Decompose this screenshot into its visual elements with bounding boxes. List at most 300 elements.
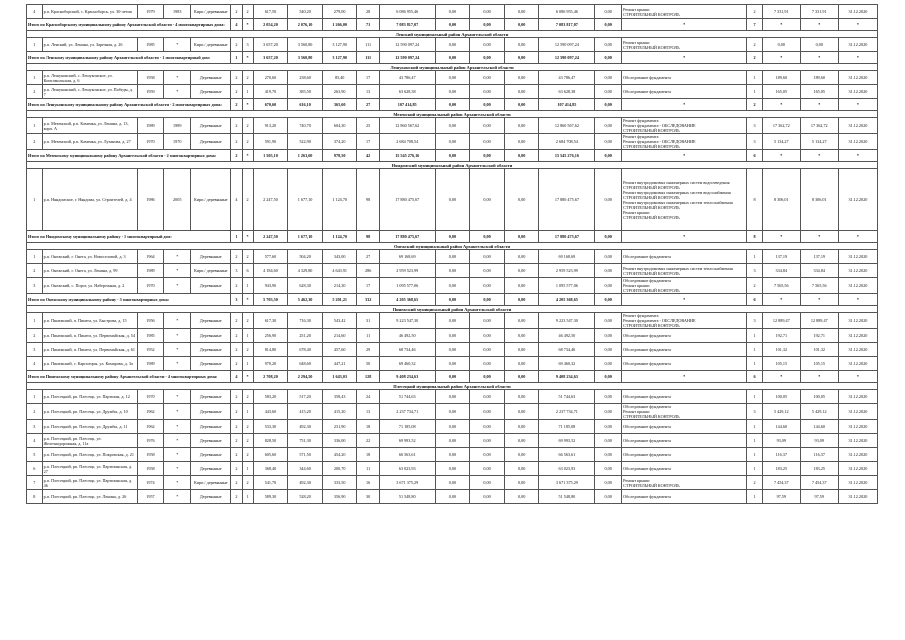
- total-cell: 0,00: [435, 294, 470, 306]
- district-total-row: [27, 371, 878, 383]
- table-cell: 66 563,61: [379, 448, 435, 462]
- table-cell: 0,00: [470, 71, 505, 85]
- total-cell: *: [800, 99, 838, 111]
- table-row: [27, 71, 878, 85]
- table-cell: 24: [357, 390, 379, 404]
- total-cell: 0,00: [470, 150, 505, 162]
- work-type-cell: Обследование фундамента: [622, 490, 747, 504]
- table-cell: р.п. Плесецкий, рп. Плесецк, ул. Дружбы, д. 10: [42, 404, 137, 420]
- table-cell: 447,21: [322, 357, 357, 371]
- table-cell: 2: [231, 250, 242, 264]
- table-cell: 2: [747, 38, 763, 52]
- table-cell: 97,59: [762, 490, 800, 504]
- total-cell: 7 083 817,07: [379, 19, 435, 31]
- table-cell: 1985: [137, 329, 164, 343]
- table-cell: 4: [27, 357, 43, 371]
- table-cell: р.п. Онежский, г. Онега, ул. Новоселовой, д. 3: [42, 250, 137, 264]
- district-title: Онежский муниципальный район Архангельской области: [27, 243, 878, 250]
- table-cell: 11: [357, 329, 379, 343]
- work-type-cell: Ремонт внутридомовых инженерных систем теплоснабжения СТРОИТЕЛЬНЫЙ КОНТРОЛЬ: [622, 264, 747, 278]
- work-type-cell: Обследование фундамента: [622, 390, 747, 404]
- total-cell: *: [622, 231, 747, 243]
- table-cell: 492,30: [288, 476, 323, 490]
- table-cell: 1989: [137, 357, 164, 371]
- table-cell: 1: [747, 448, 763, 462]
- table-row: [27, 357, 878, 371]
- work-type-cell: Ремонт внутридомовых инженерных систем водоотведения СТРОИТЕЛЬНЫЙ КОНТРОЛЬ Ремонт внутридомовых инженерных систем водоснабжения СТРОИТЕЛЬНЫЙ КОНТРОЛЬ Ремонт внутридомовых инженерных систем теплоснабжения СТРОИТЕЛЬНЫЙ КОНТРОЛЬ Ремонт крыши СТРОИТЕЛЬНЫЙ КОНТРОЛЬ: [622, 169, 747, 231]
- table-cell: 0,00: [435, 434, 470, 448]
- total-label: Итого по Красноборскому муниципальному району Архангельской области - 4 многоквартирных дома:: [27, 19, 231, 31]
- table-row: [27, 278, 878, 294]
- table-cell: Деревянные: [191, 390, 231, 404]
- table-cell: 2: [242, 476, 253, 490]
- table-row: [27, 250, 878, 264]
- table-cell: р.п. Пинежский, с. Карпогоры, ул. Комарова, д. 3а: [42, 357, 137, 371]
- table-cell: 814,80: [253, 343, 288, 357]
- table-cell: 1: [747, 250, 763, 264]
- table-cell: 3: [231, 264, 242, 278]
- table-cell: р.п. Онежский, г. Онега, ул. Ленина, д. 99: [42, 264, 137, 278]
- table-cell: 828,50: [253, 434, 288, 448]
- table-cell: 144,60: [800, 420, 838, 434]
- table-cell: Деревянные: [191, 448, 231, 462]
- total-cell: 0,00: [435, 231, 470, 243]
- table-cell: 7: [27, 476, 43, 490]
- table-row: [27, 476, 878, 490]
- table-cell: 2: [231, 5, 242, 19]
- work-type-cell: Обследование фундамента: [622, 448, 747, 462]
- table-cell: 1: [242, 329, 253, 343]
- table-cell: 31.12.2020: [838, 329, 877, 343]
- table-cell: 1: [747, 490, 763, 504]
- table-row: [27, 404, 878, 420]
- table-cell: 457,60: [322, 343, 357, 357]
- table-cell: 2 684 708,54: [539, 134, 595, 150]
- total-cell: 0,00: [504, 52, 539, 64]
- table-cell: 22: [357, 434, 379, 448]
- table-row: [27, 118, 878, 134]
- table-cell: 2: [242, 5, 253, 19]
- table-cell: Деревянные: [191, 434, 231, 448]
- table-cell: 0,00: [470, 134, 505, 150]
- table-cell: 165,05: [800, 85, 838, 99]
- total-cell: *: [762, 231, 800, 243]
- total-cell: 8: [747, 231, 763, 243]
- table-cell: 1: [27, 118, 43, 134]
- table-cell: 2: [747, 5, 763, 19]
- table-cell: Деревянные: [191, 278, 231, 294]
- table-cell: 116,37: [762, 448, 800, 462]
- table-cell: 1: [27, 71, 43, 85]
- total-cell: *: [800, 52, 838, 64]
- table-cell: 98: [357, 169, 379, 231]
- table-cell: 270,60: [253, 71, 288, 85]
- table-row: [27, 448, 878, 462]
- district-title: Мезенский муниципальный район Архангельской области: [27, 111, 878, 118]
- table-cell: 0,00: [595, 390, 622, 404]
- total-cell: 0,00: [435, 19, 470, 31]
- table-row: [27, 313, 878, 329]
- table-cell: 0,00: [470, 313, 505, 329]
- table-cell: 0,00: [504, 5, 539, 19]
- table-cell: 3: [27, 343, 43, 357]
- table-cell: 2: [231, 476, 242, 490]
- table-cell: 1 677,10: [288, 169, 323, 231]
- table-cell: 3 671 375,29: [379, 476, 435, 490]
- table-cell: р.п. Плесецкий, рп. Плесецк, ул. Дружбы, д. 11: [42, 420, 137, 434]
- table-cell: Деревянные: [191, 250, 231, 264]
- total-cell: 5 705,50: [253, 294, 288, 306]
- table-cell: *: [164, 420, 191, 434]
- table-cell: 43 786,47: [539, 71, 595, 85]
- table-cell: 2: [231, 85, 242, 99]
- total-cell: 71: [357, 19, 379, 31]
- table-cell: 17 362,72: [800, 118, 838, 134]
- table-cell: 0,00: [435, 404, 470, 420]
- table-cell: 0,00: [595, 264, 622, 278]
- table-cell: 454,20: [322, 448, 357, 462]
- table-cell: 2: [231, 404, 242, 420]
- total-cell: 3: [231, 294, 242, 306]
- table-cell: р.п. Лешуконский, с. Лешуконское, ул. Победы, д. 7: [42, 85, 137, 99]
- table-cell: 522,90: [288, 134, 323, 150]
- table-cell: 31.12.2020: [838, 313, 877, 329]
- total-cell: *: [622, 99, 747, 111]
- table-cell: 18: [357, 420, 379, 434]
- total-cell: 1 124,70: [322, 231, 357, 243]
- table-cell: 4: [27, 434, 43, 448]
- table-cell: 31.12.2020: [838, 448, 877, 462]
- table-cell: 1 095 577,06: [539, 278, 595, 294]
- table-cell: 69 460,32: [539, 357, 595, 371]
- table-cell: 18: [357, 448, 379, 462]
- table-cell: 31.12.2020: [838, 343, 877, 357]
- table-cell: 31.12.2020: [838, 420, 877, 434]
- table-cell: 6 086 955,46: [539, 5, 595, 19]
- table-cell: 66 563,61: [539, 448, 595, 462]
- table-cell: *: [164, 357, 191, 371]
- table-cell: 5 134,27: [800, 134, 838, 150]
- table-cell: 541,70: [253, 476, 288, 490]
- table-cell: 2 684 708,54: [379, 134, 435, 150]
- table-cell: 3: [747, 404, 763, 420]
- table-cell: 716,30: [288, 313, 323, 329]
- table-cell: 1959: [137, 85, 164, 99]
- table-cell: 0,00: [435, 329, 470, 343]
- table-cell: 4 643,91: [322, 264, 357, 278]
- table-cell: 0,00: [435, 250, 470, 264]
- total-cell: 7: [747, 19, 763, 31]
- table-cell: 6: [242, 264, 253, 278]
- table-cell: 751,30: [288, 434, 323, 448]
- table-cell: 1962: [137, 404, 164, 420]
- table-cell: 528,20: [288, 490, 323, 504]
- table-cell: 2: [231, 343, 242, 357]
- table-cell: 0,00: [470, 329, 505, 343]
- table-cell: 189,60: [800, 71, 838, 85]
- total-cell: 670,60: [253, 99, 288, 111]
- table-cell: 1: [747, 71, 763, 85]
- table-cell: 1976: [137, 434, 164, 448]
- district-title: Ленский муниципальный район Архангельской области: [27, 31, 878, 38]
- table-cell: 17 362,72: [762, 118, 800, 134]
- table-row: [27, 343, 878, 357]
- table-cell: 68 734,46: [539, 343, 595, 357]
- total-cell: 332: [357, 294, 379, 306]
- table-cell: 192,71: [800, 329, 838, 343]
- table-cell: 29: [357, 343, 379, 357]
- table-cell: 0,00: [595, 169, 622, 231]
- table-cell: 0,00: [435, 264, 470, 278]
- table-cell: 0,00: [595, 357, 622, 371]
- table-row: [27, 490, 878, 504]
- table-cell: р.п. Няндомское, г. Няндома, ул. Строителей, д. 4: [42, 169, 137, 231]
- total-cell: *: [242, 231, 253, 243]
- table-cell: 0,00: [595, 5, 622, 19]
- table-cell: 577,60: [253, 250, 288, 264]
- table-cell: 970,20: [253, 357, 288, 371]
- table-cell: р.п. Красноборский, с. Красноборск, ул. 30-летия: [42, 5, 137, 19]
- table-cell: 0,00: [504, 357, 539, 371]
- table-cell: 0,00: [762, 38, 800, 52]
- table-cell: 46 492,50: [539, 329, 595, 343]
- table-cell: 0,00: [435, 169, 470, 231]
- table-cell: 0,00: [504, 264, 539, 278]
- table-cell: 2: [242, 71, 253, 85]
- total-cell: 2 708,20: [253, 371, 288, 383]
- table-cell: 30: [357, 490, 379, 504]
- total-cell: 3 127,90: [322, 52, 357, 64]
- table-cell: 0,00: [470, 404, 505, 420]
- table-cell: 3: [747, 313, 763, 329]
- table-cell: 71 185,08: [379, 420, 435, 434]
- table-cell: 492,30: [288, 420, 323, 434]
- table-cell: 419,70: [253, 85, 288, 99]
- table-cell: Деревянные: [191, 404, 231, 420]
- total-cell: *: [622, 19, 747, 31]
- total-cell: *: [762, 294, 800, 306]
- table-cell: 1989: [164, 118, 191, 134]
- table-cell: 31.12.2020: [838, 71, 877, 85]
- table-cell: 2: [231, 278, 242, 294]
- table-cell: 0,00: [504, 313, 539, 329]
- table-cell: 31.12.2020: [838, 85, 877, 99]
- table-cell: Кирп./ деревянные: [191, 264, 231, 278]
- total-cell: *: [800, 231, 838, 243]
- table-cell: 31.12.2020: [838, 264, 877, 278]
- table-cell: 589,30: [253, 490, 288, 504]
- table-cell: 1: [242, 490, 253, 504]
- table-cell: 1: [242, 462, 253, 476]
- table-cell: 31.12.2020: [838, 250, 877, 264]
- table-cell: 2: [242, 118, 253, 134]
- table-cell: 68 734,46: [379, 343, 435, 357]
- table-cell: 368,40: [253, 462, 288, 476]
- table-cell: 12 590 097,24: [379, 38, 435, 52]
- total-cell: *: [838, 19, 877, 31]
- table-cell: 263,90: [322, 85, 357, 99]
- table-cell: 13: [357, 85, 379, 99]
- table-cell: 0,00: [504, 448, 539, 462]
- total-cell: *: [762, 150, 800, 162]
- table-cell: 2: [231, 462, 242, 476]
- total-cell: 12 590 097,24: [539, 52, 595, 64]
- table-cell: 189,60: [762, 71, 800, 85]
- table-cell: 4 184,60: [253, 264, 288, 278]
- table-cell: 1: [27, 390, 43, 404]
- table-cell: 2: [747, 476, 763, 490]
- table-cell: *: [164, 85, 191, 99]
- total-cell: 0,00: [595, 371, 622, 383]
- total-cell: 3 657,20: [253, 52, 288, 64]
- table-cell: 8 306,01: [762, 169, 800, 231]
- table-cell: 1958: [137, 462, 164, 476]
- table-row: [27, 85, 878, 99]
- table-cell: 0,00: [435, 85, 470, 99]
- table-cell: 16: [357, 476, 379, 490]
- work-type-cell: Ремонт крыши СТРОИТЕЛЬНЫЙ КОНТРОЛЬ: [622, 5, 747, 19]
- total-cell: 1 677,10: [288, 231, 323, 243]
- total-cell: *: [838, 150, 877, 162]
- table-cell: *: [164, 38, 191, 52]
- district-header-row: [27, 111, 878, 118]
- total-cell: 2: [231, 150, 242, 162]
- table-cell: 0,00: [435, 462, 470, 476]
- total-cell: 2: [747, 99, 763, 111]
- table-cell: 583,20: [253, 390, 288, 404]
- work-type-cell: Ремонт фундамента Ремонт фундамента - ОБСЛЕДОВАНИЕ СТРОИТЕЛЬНЫЙ КОНТРОЛЬ: [622, 313, 747, 329]
- table-cell: 2: [231, 420, 242, 434]
- table-cell: 0,00: [595, 404, 622, 420]
- table-cell: 517,20: [288, 390, 323, 404]
- total-cell: *: [622, 150, 747, 162]
- total-cell: 5 462,30: [288, 294, 323, 306]
- table-cell: 9 223 547,30: [539, 313, 595, 329]
- table-cell: 31.12.2020: [838, 5, 877, 19]
- table-cell: 214,30: [322, 278, 357, 294]
- table-cell: 1957: [137, 490, 164, 504]
- table-cell: 31.12.2020: [838, 38, 877, 52]
- table-row: [27, 329, 878, 343]
- table-cell: 3: [27, 278, 43, 294]
- total-cell: 0,00: [435, 371, 470, 383]
- table-cell: р.п. Плесецкий, рп. Плесецк, ул. Железнодорожная, д. 11а: [42, 434, 137, 448]
- table-cell: 0,00: [595, 134, 622, 150]
- table-body: [27, 5, 878, 504]
- table-cell: Кирп./ деревянные: [191, 38, 231, 52]
- total-cell: *: [762, 99, 800, 111]
- table-cell: 0,00: [470, 264, 505, 278]
- table-cell: 1: [242, 357, 253, 371]
- table-cell: 69 993,52: [539, 434, 595, 448]
- table-cell: 1985: [137, 38, 164, 52]
- total-cell: 0,00: [470, 99, 505, 111]
- total-cell: 0,00: [595, 231, 622, 243]
- total-cell: 1 643,03: [322, 371, 357, 383]
- table-cell: 3 560,80: [288, 38, 323, 52]
- table-cell: 0,00: [504, 71, 539, 85]
- table-cell: 1986: [137, 169, 164, 231]
- total-cell: 4: [231, 19, 242, 31]
- table-cell: 2: [231, 390, 242, 404]
- table-cell: 0,00: [595, 118, 622, 134]
- table-cell: 31.12.2020: [838, 169, 877, 231]
- table-cell: *: [164, 264, 191, 278]
- table-cell: 2: [242, 343, 253, 357]
- table-cell: Деревянные: [191, 85, 231, 99]
- table-cell: 12 889,47: [762, 313, 800, 329]
- total-label: Итого по Лешуконскому муниципальному району Архангельской области - 2 многоквартирных дома:: [27, 99, 231, 111]
- table-cell: 7 331,91: [800, 5, 838, 19]
- total-cell: *: [800, 150, 838, 162]
- table-cell: 3: [747, 134, 763, 150]
- table-cell: Кирп./ деревянные: [191, 5, 231, 19]
- total-cell: *: [622, 294, 747, 306]
- table-cell: 3: [242, 38, 253, 52]
- total-cell: 42: [357, 150, 379, 162]
- capital-repair-table: [26, 4, 878, 504]
- table-cell: 2 247,50: [253, 169, 288, 231]
- work-type-cell: Ремонт фундамента Ремонт фундамента - ОБСЛЕДОВАНИЕ СТРОИТЕЛЬНЫЙ КОНТРОЛЬ: [622, 118, 747, 134]
- table-cell: 333,50: [322, 476, 357, 490]
- table-cell: р.п. Ленский, ул. Ленина, ул. Заречная, д. 26: [42, 38, 137, 52]
- table-cell: 740,70: [288, 118, 323, 134]
- table-cell: 71 185,08: [539, 420, 595, 434]
- table-cell: 1 095 577,06: [379, 278, 435, 294]
- table-cell: 0,00: [504, 343, 539, 357]
- table-cell: 0,00: [435, 343, 470, 357]
- table-cell: 0,00: [470, 278, 505, 294]
- table-cell: 1989: [137, 264, 164, 278]
- total-cell: 111: [357, 52, 379, 64]
- total-cell: 0,00: [504, 19, 539, 31]
- total-label: Итого по Пинежскому муниципальному району Архангельской области - 4 многоквартирных дома:: [27, 371, 231, 383]
- table-cell: 6: [27, 462, 43, 476]
- table-cell: 105,15: [800, 357, 838, 371]
- table-cell: 0,00: [595, 448, 622, 462]
- table-cell: 0,00: [470, 38, 505, 52]
- total-cell: 6: [747, 294, 763, 306]
- table-cell: 0,00: [595, 250, 622, 264]
- table-cell: 31.12.2020: [838, 118, 877, 134]
- table-cell: 9 223 547,30: [379, 313, 435, 329]
- table-cell: 533,30: [253, 420, 288, 434]
- total-cell: 0,00: [470, 52, 505, 64]
- table-cell: 2: [27, 85, 43, 99]
- total-cell: *: [762, 52, 800, 64]
- total-cell: 0,00: [595, 99, 622, 111]
- table-cell: *: [164, 390, 191, 404]
- table-cell: 51 744,63: [539, 390, 595, 404]
- table-cell: 100,05: [762, 390, 800, 404]
- total-cell: 0,00: [595, 150, 622, 162]
- table-cell: 1958: [137, 71, 164, 85]
- total-cell: 0,00: [470, 19, 505, 31]
- table-cell: 286: [357, 264, 379, 278]
- table-cell: 0,00: [595, 313, 622, 329]
- table-cell: 374,20: [322, 134, 357, 150]
- table-cell: 1983: [164, 5, 191, 19]
- table-cell: р.п. Мезенский, р.п. Каменка, ул. Лузанова, д. 27: [42, 134, 137, 150]
- table-cell: 111: [357, 38, 379, 52]
- table-cell: 1952: [137, 343, 164, 357]
- total-cell: 1: [231, 52, 242, 64]
- total-cell: 0,00: [435, 52, 470, 64]
- table-cell: 1: [27, 38, 43, 52]
- table-cell: 604,30: [322, 118, 357, 134]
- total-cell: 0,00: [595, 294, 622, 306]
- table-cell: 2: [242, 313, 253, 329]
